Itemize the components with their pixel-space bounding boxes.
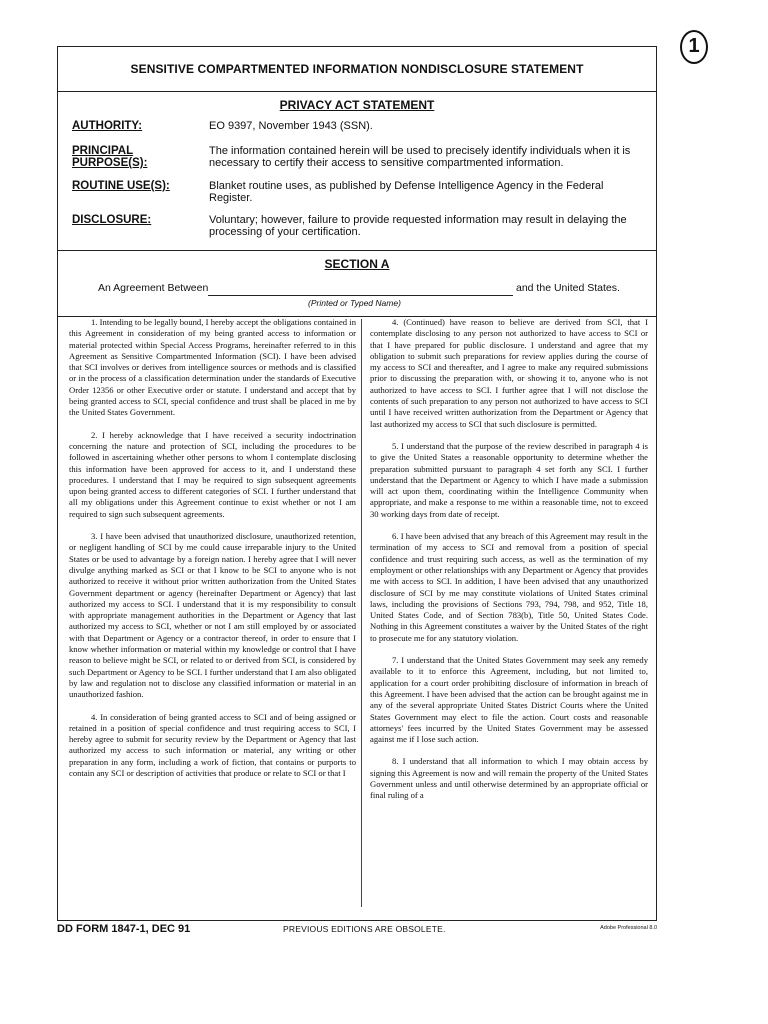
paragraph-5: 5. I understand that the purpose of the review described in paragraph 4 is to give the United States a reasonable opportunity to determine whether the preparation submitted pursuant to paragraph 4 set forth any SCI. I further understand that the Department or Agency to which I have made a submission will act upon them, coordinating within the Intelligence Community when appropriate, and make a response to me within a reasonable time, not to exceed 30 working days from date of receipt. <box>370 440 648 519</box>
previous-editions-note: PREVIOUS EDITIONS ARE OBSOLETE. <box>283 924 446 934</box>
paragraph-3: 3. I have been advised that unauthorized disclosure, unauthorized retention, or negligent handling of SCI by me could cause irreparable injury to the United States or be used to advantage by a foreign nation. I hereby agree that I will never divulge anything marked as SCI or that I know to be SCI to anyone who is not authorized to receive it without prior written authorization from the United States Government department or agency (hereinafter Department or Agency) that last authorized my access to SCI. I understand that it is my responsibility to consult with appropriate management authorities in the Department or Agency that last authorized my access to SCI, whether or not I am still employed by or associated with that Department or Agency or a contractor thereof, in order to ensure that I know whether information or material within my knowledge or control that I have reason to believe might be SCI, or related to or derived from SCI, is considered by such Department or Agency to be SCI. I further understand that I am also obligated by law and regulation not to disclose any classified information or material in an unauthorized fashion. <box>69 531 356 700</box>
privacy-label: AUTHORITY: <box>72 120 143 132</box>
privacy-row-routine-use <box>72 180 646 204</box>
printed-name-caption: (Printed or Typed Name) <box>308 298 401 308</box>
agreement-between-label: An Agreement Between <box>98 282 209 294</box>
privacy-act-heading: PRIVACY ACT STATEMENT <box>279 98 435 112</box>
paragraph-4: 4. In consideration of being granted access to SCI and of being assigned or retained in a position of special confidence and trust requiring access to SCI, I hereby agree to submit for security review by the Department or Agency that last authorized my access to such information or material, any writing or other preparation in any form, including a work of fiction, that contains or purports to contain any SCI or description of activities that produce or relate to SCI or that I <box>69 711 356 778</box>
paragraph-4-continued: 4. (Continued) have reason to believe are derived from SCI, that I contemplate disclosing to any person not authorized to have access to SCI or that I have prepared for public disclosure. I understand and agree that my obligation to submit such preparations for review applies during the course of my access to SCI and thereafter, and I agree to make any required submissions prior to discussing the preparation with, or showing it to, anyone who is not authorized to have access to SCI. I further agree that I will not disclose the contents of such preparation to any person not authorized to have access to SCI until I have received written authorization from the Department or Agency that last authorized my access to SCI that such disclosure is permitted. <box>370 317 648 429</box>
privacy-row-purpose <box>72 145 646 169</box>
privacy-text: Voluntary; however, failure to provide requested information may result in delaying the processing of your certification. <box>209 214 627 238</box>
right-column <box>370 317 648 813</box>
and-united-states-label: and the United States. <box>516 282 620 294</box>
privacy-text: EO 9397, November 1943 (SSN). <box>209 120 373 132</box>
form-number: DD FORM 1847-1, DEC 91 <box>57 923 191 935</box>
privacy-text: The information contained herein will be used to precisely identify individuals when it is necessary to certify their access to sensitive compartmented information. <box>209 145 631 169</box>
software-note: Adobe Professional 8.0 <box>600 925 657 931</box>
paragraph-1: 1. Intending to be legally bound, I hereby accept the obligations contained in this Agreement in consideration of my being granted access to information or material protected within Special Access Programs, hereinafter referred to in this Agreement as Sensitive Compartmented Information (SCI). I have been advised that SCI involves or derives from intelligence sources or methods and is classified or in the process of a classification determination under the standards of Executive Order 12356 or other Executive order or statute. I understand and accept that by being granted access to SCI, special confidence and trust shall be placed in me by the United States Government. <box>69 317 356 418</box>
form-title: SENSITIVE COMPARTMENTED INFORMATION NONDISCLOSURE STATEMENT <box>58 47 656 92</box>
privacy-row-disclosure <box>72 214 646 238</box>
privacy-label: ROUTINE USE(S): <box>72 180 170 192</box>
paragraph-2: 2. I hereby acknowledge that I have received a security indoctrination concerning the nature and protection of SCI, including the procedures to be followed in ascertaining whether other persons to whom I contemplate disclosing this information have been approved for access to it, and I understand these procedures. I understand that I may be required to sign subsequent agreements upon being granted access to different categories of SCI. I further understand that all my obligations under this Agreement continue to exist whether or not I am required to sign such subsequent agreements. <box>69 429 356 519</box>
paragraph-8: 8. I understand that all information to which I may obtain access by signing this Agreement is now and will remain the property of the United States Government unless and until otherwise determined by an appropriate official or final ruling of a <box>370 756 648 801</box>
section-a <box>58 251 656 317</box>
nondisclosure-form <box>57 46 657 921</box>
privacy-label: DISCLOSURE: <box>72 214 152 226</box>
privacy-label: PRINCIPAL PURPOSE(S): <box>72 145 148 169</box>
privacy-row-authority <box>72 120 646 132</box>
paragraph-6: 6. I have been advised that any breach of this Agreement may result in the termination of my access to SCI and removal from a position of special confidence and trust requiring such access, as well as the termination of my employment or other relationships with any Department or Agency that provides me with access to SCI. In addition, I have been advised that any unauthorized disclosure of SCI by me may constitute violations of United States criminal laws, including the provisions of Sections 793, 794, 798, and 952, Title 18, United States Code, and of Section 783(b), Title 50, United States Code. Nothing in this Agreement constitutes a waiver by the United States of the right to prosecute me for any statutory violation. <box>370 531 648 643</box>
printed-name-field[interactable] <box>208 295 513 296</box>
left-column <box>69 317 356 790</box>
privacy-act-section <box>58 92 656 251</box>
page-number-mark: 1 <box>680 30 708 64</box>
form-footer <box>57 923 657 937</box>
section-a-heading: SECTION A <box>324 257 390 271</box>
privacy-text: Blanket routine uses, as published by Defense Intelligence Agency in the Federal Register. <box>209 180 604 204</box>
column-divider <box>361 319 362 907</box>
agreement-body <box>58 317 656 917</box>
paragraph-7: 7. I understand that the United States Government may seek any remedy available to it to enforce this Agreement, including, but not limited to, application for a court order prohibiting disclosure of information in breach of this Agreement. I have been advised that the action can be brought against me in any of the several appropriate United States District Courts where the United States Government may elect to file the action. Court costs and reasonable attorneys' fees incurred by the United States Government may be assessed against me if I lose such action. <box>370 655 648 745</box>
